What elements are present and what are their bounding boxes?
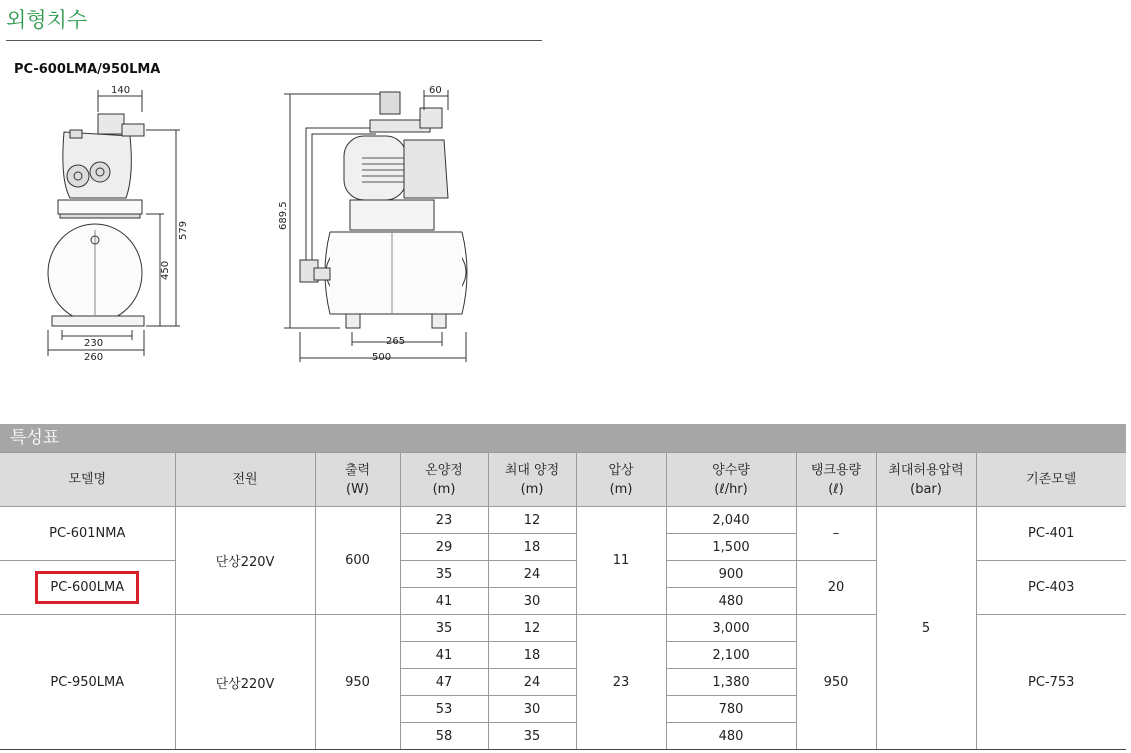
power-cell: 단상220V — [175, 615, 315, 750]
col-model: 모델명 — [0, 453, 175, 507]
flow-cell: 480 — [666, 588, 796, 615]
table-row — [0, 507, 1126, 534]
power-cell: 단상220V — [175, 507, 315, 615]
flow-cell: 780 — [666, 696, 796, 723]
flow-cell: 2,040 — [666, 507, 796, 534]
on-head-cell: 47 — [400, 669, 488, 696]
side-view-pump — [300, 92, 467, 328]
max-head-cell: 30 — [488, 588, 576, 615]
on-head-cell: 41 — [400, 642, 488, 669]
dim-top-width: 140 — [111, 85, 131, 96]
highlight-box: PC-600LMA — [35, 571, 139, 604]
model-cell-highlighted — [0, 561, 175, 615]
flow-cell: 1,500 — [666, 534, 796, 561]
col-output: 출력 (W) — [315, 453, 400, 507]
on-head-cell: 29 — [400, 534, 488, 561]
dim-total-width: 500 — [372, 352, 392, 363]
max-head-cell: 18 — [488, 642, 576, 669]
max-head-cell: 35 — [488, 723, 576, 750]
suction-cell: 11 — [576, 507, 666, 615]
front-view-pump — [48, 114, 144, 326]
flow-cell: 1,380 — [666, 669, 796, 696]
dim-inner-width: 230 — [84, 338, 104, 349]
max-head-cell: 18 — [488, 534, 576, 561]
tank-cell: – — [796, 507, 876, 561]
table-header-row — [0, 453, 1126, 507]
max-head-cell: 12 — [488, 507, 576, 534]
spec-table-title: 특성표 — [0, 424, 1126, 452]
dim-right-total-height: 689.5 — [278, 201, 289, 230]
col-on-head: 온양정 (m) — [400, 453, 488, 507]
existing-model-cell: PC-403 — [976, 561, 1126, 615]
on-head-cell: 58 — [400, 723, 488, 750]
on-head-cell: 41 — [400, 588, 488, 615]
output-cell: 600 — [315, 507, 400, 615]
dim-tank-height: 450 — [160, 260, 171, 280]
col-flow: 양수량 (ℓ/hr) — [666, 453, 796, 507]
model-cell: PC-950LMA — [0, 615, 175, 750]
model-caption: PC-600LMA/950LMA — [14, 62, 161, 77]
dim-base-width: 265 — [386, 336, 406, 347]
suction-cell: 23 — [576, 615, 666, 750]
max-pressure-cell: 5 — [876, 507, 976, 750]
dimension-drawing — [0, 80, 560, 370]
on-head-cell: 23 — [400, 507, 488, 534]
spec-table — [0, 452, 1126, 750]
dim-top-offset: 60 — [429, 85, 442, 96]
tank-cell: 950 — [796, 615, 876, 750]
max-head-cell: 30 — [488, 696, 576, 723]
max-head-cell: 24 — [488, 669, 576, 696]
dim-outer-width: 260 — [84, 352, 104, 363]
tank-cell: 20 — [796, 561, 876, 615]
flow-cell: 480 — [666, 723, 796, 750]
flow-cell: 3,000 — [666, 615, 796, 642]
existing-model-cell: PC-401 — [976, 507, 1126, 561]
max-head-cell: 12 — [488, 615, 576, 642]
max-head-cell: 24 — [488, 561, 576, 588]
section-title: 외형치수 — [6, 8, 88, 32]
col-tank: 탱크용량 (ℓ) — [796, 453, 876, 507]
section-divider — [6, 40, 542, 41]
on-head-cell: 35 — [400, 615, 488, 642]
col-suction: 압상 (m) — [576, 453, 666, 507]
col-power: 전원 — [175, 453, 315, 507]
dim-total-height: 579 — [178, 220, 189, 240]
existing-model-cell: PC-753 — [976, 615, 1126, 750]
col-max-head: 최대 양정 (m) — [488, 453, 576, 507]
flow-cell: 2,100 — [666, 642, 796, 669]
flow-cell: 900 — [666, 561, 796, 588]
on-head-cell: 53 — [400, 696, 488, 723]
on-head-cell: 35 — [400, 561, 488, 588]
output-cell: 950 — [315, 615, 400, 750]
model-cell: PC-601NMA — [0, 507, 175, 561]
col-max-pressure: 최대허용압력 (bar) — [876, 453, 976, 507]
col-existing: 기존모델 — [976, 453, 1126, 507]
